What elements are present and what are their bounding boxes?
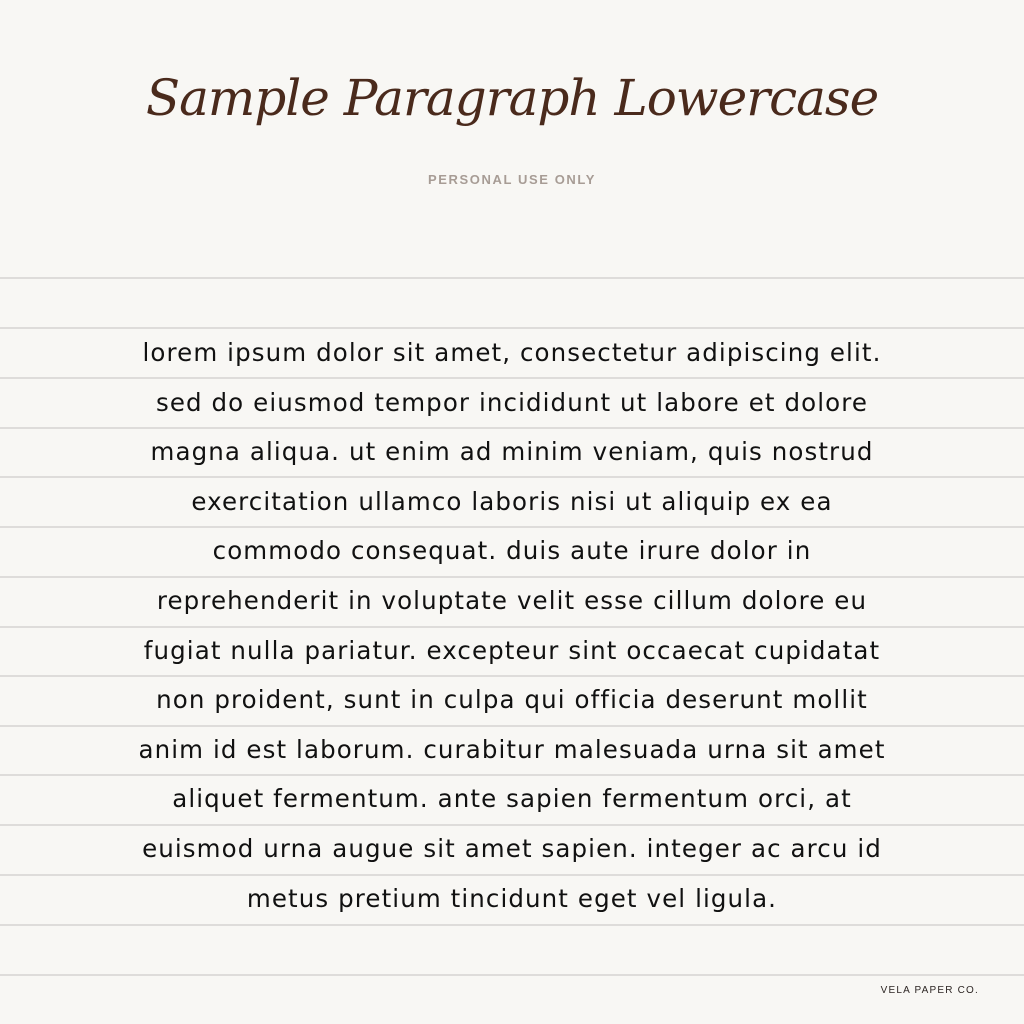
paragraph-line: sed do eiusmod tempor incididunt ut labore et dolore bbox=[155, 387, 869, 417]
ruled-line bbox=[0, 924, 1024, 926]
sample-paragraph bbox=[0, 328, 1024, 923]
usage-note: PERSONAL USE ONLY bbox=[427, 172, 597, 187]
paragraph-line: aliquet fermentum. ante sapien fermentum orci, at bbox=[172, 784, 852, 814]
paragraph-line: commodo consequat. duis aute irure dolor in bbox=[212, 536, 812, 566]
page-title: Sample Paragraph Lowercase bbox=[145, 69, 879, 127]
ruled-line bbox=[0, 277, 1024, 279]
paragraph-line: lorem ipsum dolor sit amet, consectetur adipiscing elit. bbox=[142, 338, 882, 367]
paragraph-line: euismod urna augue sit amet sapien. integer ac arcu id bbox=[142, 833, 882, 863]
paragraph-line: metus pretium tincidunt eget vel ligula. bbox=[246, 883, 778, 913]
paragraph-line: non proident, sunt in culpa qui officia deserunt mollit bbox=[156, 685, 868, 715]
paragraph-line: fugiat nulla pariatur. excepteur sint occaecat cupidatat bbox=[143, 635, 881, 665]
paragraph-line: magna aliqua. ut enim ad minim veniam, quis nostrud bbox=[150, 437, 874, 467]
brand-name: VELA PAPER CO. bbox=[880, 985, 979, 996]
ruled-line bbox=[0, 974, 1024, 976]
paragraph-line: anim id est laborum. curabitur malesuada urna sit amet bbox=[138, 734, 886, 764]
paragraph-line: reprehenderit in voluptate velit esse cillum dolore eu bbox=[156, 585, 868, 615]
paragraph-line: exercitation ullamco laboris nisi ut aliquip ex ea bbox=[191, 486, 833, 516]
